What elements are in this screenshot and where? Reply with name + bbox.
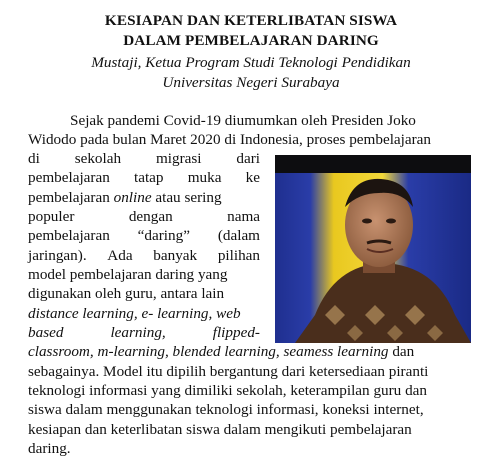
para-line-10: digunakan oleh guru, antara lain [28, 285, 225, 302]
para-line-1 [70, 112, 470, 130]
institution-line: Universitas Negeri Surabaya [162, 74, 340, 91]
word: (dalam [217, 227, 260, 244]
para-line-12 [28, 324, 260, 342]
word: “daring” [137, 227, 190, 244]
word: banyak [153, 247, 198, 264]
word: dari [236, 150, 260, 167]
word: populer [28, 208, 75, 225]
para-line-2: Widodo pada bulan Maret 2020 di Indonesia, proses pembelajaran [28, 131, 432, 148]
page-title-line-1: KESIAPAN DAN KETERLIBATAN SISWA [104, 12, 398, 29]
word: learning, [110, 324, 166, 341]
word: muka [187, 169, 222, 186]
word: tatap [133, 169, 164, 186]
word: di [28, 150, 40, 167]
word: migrasi [155, 150, 202, 167]
word: sekolah [74, 150, 122, 167]
word: pembelajaran [28, 227, 110, 244]
para-line-17: kesiapan dan keterlibatan siswa dalam mengikuti pembelajaran [28, 421, 412, 438]
para-line-18: daring. [28, 440, 71, 457]
word: dan [388, 343, 415, 360]
para-line-16: siswa dalam menggunakan teknologi informasi, koneksi internet, [28, 401, 424, 418]
para-line-11: distance learning, e- learning, web [28, 305, 241, 322]
para-line-4 [28, 169, 260, 187]
word: nama [227, 208, 260, 225]
para-line-15: teknologi informasi yang dimiliki sekolah, keterampilan guru dan [28, 382, 428, 399]
word: pembelajaran [28, 169, 110, 186]
para-line-3 [28, 150, 260, 168]
para-text: Sejak pandemi Covid-19 diumumkan oleh Presiden Joko [70, 112, 416, 129]
para-line-14: sebagainya. Model itu dipilih bergantung dari ketersediaan piranti [28, 363, 429, 380]
word: flipped- [212, 324, 260, 341]
word: based [28, 324, 64, 341]
italic-terms: classroom, m-learning, blended learning, seamess learning [28, 343, 389, 360]
word: ke [245, 169, 260, 186]
para-line-5 [28, 189, 222, 207]
word: jaringan). [28, 247, 87, 264]
para-line-13 [28, 343, 414, 361]
word-italic: online [113, 189, 152, 206]
author-photo [275, 155, 471, 343]
author-portrait-image [275, 155, 471, 343]
para-line-9: model pembelajaran daring yang [28, 266, 228, 283]
word: pembelajaran [28, 189, 110, 206]
author-line: Mustaji, Ketua Program Studi Teknologi Pendidikan [91, 54, 411, 71]
para-line-8 [28, 247, 260, 265]
word: pilihan [217, 247, 260, 264]
word: dengan [128, 208, 173, 225]
word: atau sering [155, 189, 222, 206]
para-line-7 [28, 227, 260, 245]
para-line-6 [28, 208, 260, 226]
page-title-line-2: DALAM PEMBELAJARAN DARING [123, 32, 379, 49]
word: Ada [107, 247, 133, 264]
